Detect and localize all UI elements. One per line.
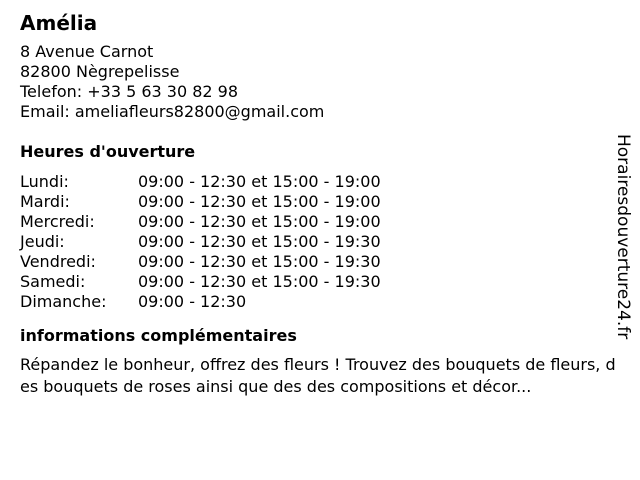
time-range: 09:00 - 12:30 et 15:00 - 19:30 (138, 252, 381, 271)
day-label: Samedi: (20, 272, 86, 291)
time-range: 09:00 - 12:30 et 15:00 - 19:00 (138, 192, 381, 211)
day-label: Lundi: (20, 172, 69, 191)
opening-hours-title: Heures d'ouverture (20, 142, 196, 161)
hours-row-lundi (20, 172, 620, 192)
time-range: 09:00 - 12:30 et 15:00 - 19:30 (138, 272, 381, 291)
hours-row-mercredi (20, 212, 620, 232)
business-card (20, 10, 620, 398)
time-range: 09:00 - 12:30 et 15:00 - 19:00 (138, 172, 381, 191)
hours-row-vendredi (20, 252, 620, 272)
time-range: 09:00 - 12:30 et 15:00 - 19:00 (138, 212, 381, 231)
site-watermark: Horairesdouverture24.fr (613, 134, 633, 340)
opening-hours-table (20, 172, 620, 312)
hours-row-mardi (20, 192, 620, 212)
time-range: 09:00 - 12:30 (138, 292, 247, 311)
day-label: Vendredi: (20, 252, 96, 271)
day-label: Jeudi: (20, 232, 65, 251)
street-address: 8 Avenue Carnot (20, 42, 154, 61)
day-label: Mercredi: (20, 212, 95, 231)
hours-row-dimanche (20, 292, 620, 312)
time-range: 09:00 - 12:30 et 15:00 - 19:30 (138, 232, 381, 251)
address-block (20, 42, 620, 122)
hours-row-samedi (20, 272, 620, 292)
day-label: Mardi: (20, 192, 70, 211)
day-label: Dimanche: (20, 292, 107, 311)
email-address[interactable]: Email: ameliafleurs82800@gmail.com (20, 102, 325, 121)
hours-row-jeudi (20, 232, 620, 252)
business-name: Amélia (20, 11, 98, 35)
postal-city: 82800 Nègrepelisse (20, 62, 180, 81)
additional-info-title: informations complémentaires (20, 326, 297, 345)
phone-number[interactable]: Telefon: +33 5 63 30 82 98 (20, 82, 239, 101)
additional-info-text: Répandez le bonheur, offrez des fleurs ! Trouvez des bouquets de fleurs, des bouquets de roses ainsi que des des compositions et décor... (20, 355, 616, 396)
